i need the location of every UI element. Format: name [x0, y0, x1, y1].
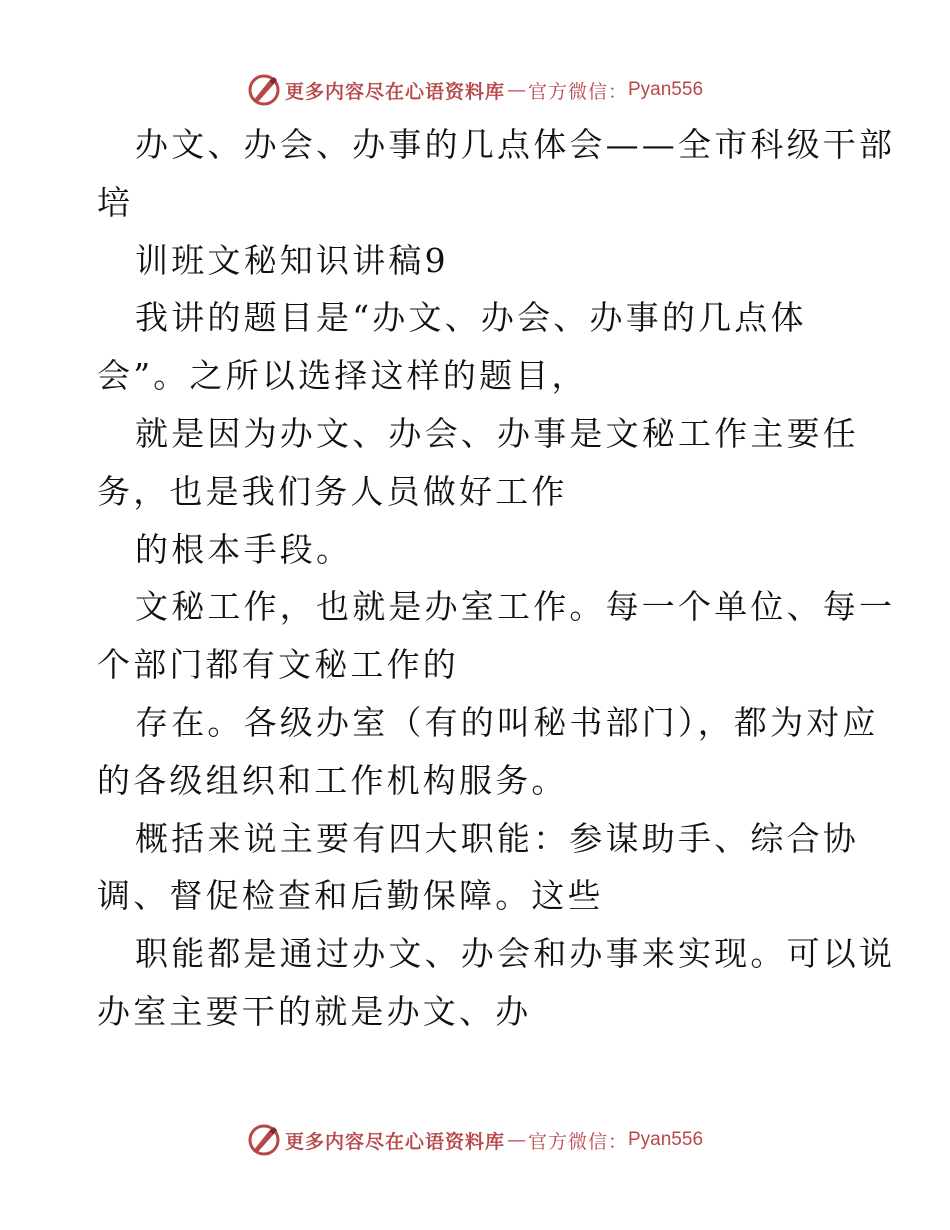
text-line: 存在。各级办室（有的叫秘书部门），都为对应 [135, 702, 879, 742]
text-line: 培 [97, 182, 134, 222]
footer-banner [0, 1120, 950, 1160]
text-line: 会”。之所以选择这样的题目， [97, 356, 588, 396]
text-line: 办室主要干的就是办文、办 [97, 991, 532, 1031]
pen-logo-icon [247, 1123, 281, 1157]
document-body [97, 116, 896, 1041]
pen-logo-icon [247, 73, 281, 107]
banner-wechat-label: 官方微信： [527, 80, 628, 103]
text-line: 我讲的题目是“办文、办会、办事的几点体 [135, 298, 807, 338]
text-line: 概括来说主要有四大职能：参谋助手、综合协 [135, 818, 859, 858]
text-line: 务，也是我们务人员做好工作 [97, 471, 568, 511]
banner-wechat-id: Pyan556 [628, 1129, 704, 1150]
text-line: 文秘工作，也就是办室工作。每一个单位、每一 [135, 587, 896, 627]
banner-wechat-label: 官方微信： [527, 1130, 628, 1153]
banner-dash: — [506, 79, 526, 101]
banner-wechat-id: Pyan556 [628, 79, 704, 100]
text-line: 职能都是通过办文、办会和办事来实现。可以说 [135, 934, 896, 974]
banner-title: 更多内容尽在心语资料库 [284, 1130, 505, 1153]
text-line: 训班文秘知识讲稿9 [135, 240, 449, 280]
banner-title: 更多内容尽在心语资料库 [284, 80, 505, 103]
text-line: 的各级组织和工作机构服务。 [97, 760, 568, 800]
text-line: 办文、办会、办事的几点体会——全市科级干部 [135, 125, 896, 164]
text-line: 就是因为办文、办会、办事是文秘工作主要任 [135, 413, 859, 453]
banner-dash: — [506, 1129, 526, 1151]
text-line: 个部门都有文秘工作的 [97, 645, 459, 685]
text-line: 的根本手段。 [135, 529, 353, 569]
header-banner [0, 70, 950, 110]
text-line: 调、督促检查和后勤保障。这些 [97, 876, 604, 916]
